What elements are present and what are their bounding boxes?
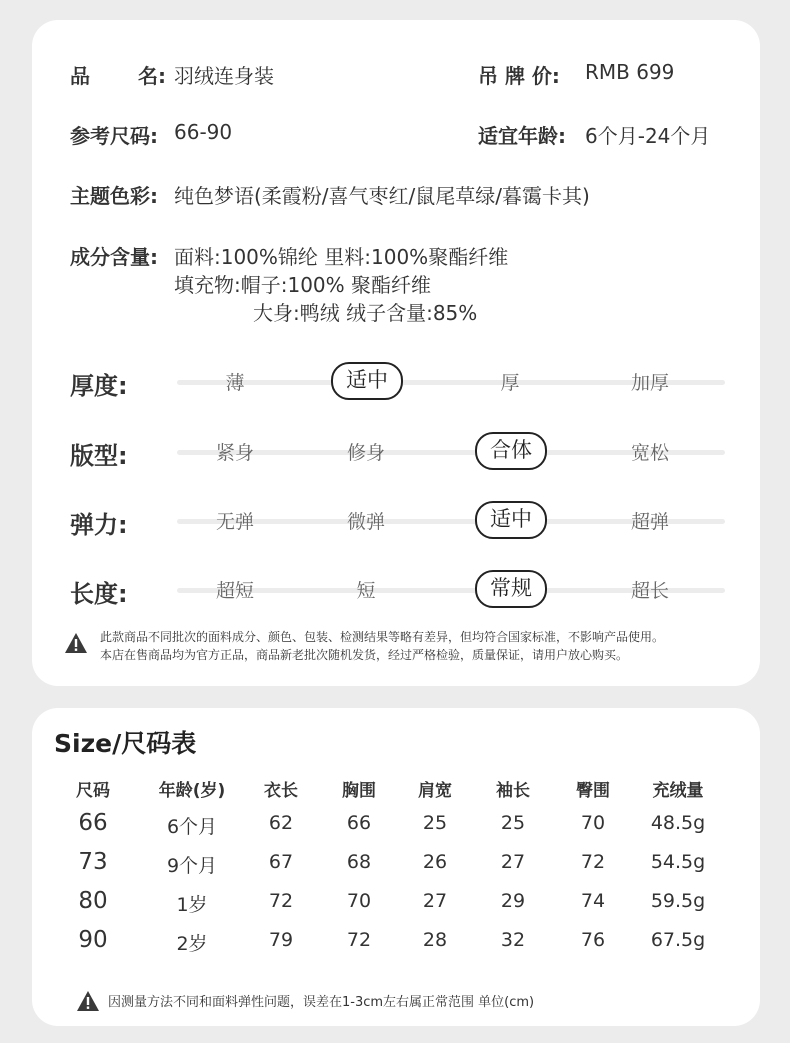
table-cell: 70 — [346, 890, 372, 912]
rating-row-elasticity — [32, 501, 760, 541]
table-cell: 66 — [346, 812, 372, 834]
table-cell: 68 — [346, 851, 372, 873]
table-cell: 32 — [500, 929, 526, 951]
table-header-cell: 臀围 — [576, 781, 610, 801]
material-line-3: 大身:鸭绒 绒子含量:85% — [253, 301, 478, 325]
table-header-cell: 衣长 — [264, 781, 298, 801]
table-cell: 27 — [500, 851, 526, 873]
material-line-2: 填充物:帽子:100% 聚酯纤维 — [174, 273, 432, 297]
age-value: 6个月-24个月 — [585, 124, 711, 148]
table-cell: 48.5g — [650, 812, 706, 834]
table-cell: 28 — [422, 929, 448, 951]
rating-option: 超短 — [215, 580, 254, 602]
table-header-cell: 尺码 — [76, 781, 110, 801]
rating-option: 修身 — [346, 442, 385, 464]
rating-label: 版型: — [70, 442, 128, 470]
table-cell: 1岁 — [176, 894, 208, 916]
size-range-value: 66-90 — [174, 120, 233, 144]
table-header-cell: 充绒量 — [652, 781, 704, 801]
rating-option: 微弹 — [346, 511, 385, 533]
table-cell: 6个月 — [166, 816, 218, 838]
table-cell: 72 — [268, 890, 294, 912]
warning-icon — [76, 990, 100, 1012]
rating-option: 加厚 — [630, 372, 669, 394]
rating-option: 宽松 — [630, 442, 669, 464]
rating-option: 厚 — [500, 372, 520, 394]
rating-option-selected: 常规 — [475, 570, 547, 608]
product-info-card — [32, 20, 760, 686]
rating-label: 长度: — [70, 580, 128, 608]
table-cell: 90 — [78, 927, 108, 953]
table-cell: 25 — [500, 812, 526, 834]
rating-option: 超弹 — [630, 511, 669, 533]
table-cell: 80 — [78, 888, 108, 914]
size-chart-card — [32, 708, 760, 1026]
size-range-label: 参考尺码: — [70, 124, 158, 148]
table-cell: 25 — [422, 812, 448, 834]
table-cell: 54.5g — [650, 851, 706, 873]
size-chart-title: Size/尺码表 — [54, 729, 197, 758]
rating-option-selected: 适中 — [331, 362, 403, 400]
size-footnote: 因测量方法不同和面料弹性问题，误差在1-3cm左右属正常范围 单位(cm) — [108, 995, 535, 1010]
table-cell: 59.5g — [650, 890, 706, 912]
price-label: 吊 牌 价: — [478, 64, 560, 88]
product-name-value: 羽绒连身装 — [174, 64, 274, 88]
color-value: 纯色梦语(柔霞粉/喜气枣红/鼠尾草绿/暮霭卡其) — [174, 184, 590, 208]
table-cell: 9个月 — [166, 855, 218, 877]
table-cell: 62 — [268, 812, 294, 834]
table-cell: 26 — [422, 851, 448, 873]
table-header-cell: 年龄(岁) — [158, 781, 226, 801]
table-cell: 73 — [78, 849, 108, 875]
rating-row-fit — [32, 432, 760, 472]
rating-label: 弹力: — [70, 511, 128, 539]
notice-line-2: 本店在售商品均为官方正品，商品新老批次随机发货，经过严格检验，质量保证，请用户放心购买。 — [100, 648, 629, 662]
rating-option: 短 — [356, 580, 376, 602]
warning-icon — [64, 632, 88, 654]
price-value: RMB 699 — [585, 60, 675, 84]
rating-option: 超长 — [630, 580, 669, 602]
table-cell: 2岁 — [176, 933, 208, 955]
table-cell: 76 — [580, 929, 606, 951]
notice-line-1: 此款商品不同批次的面料成分、颜色、包装、检测结果等略有差异，但均符合国家标准，不影响产品使用。 — [100, 630, 665, 644]
product-name-label-a: 品 — [70, 64, 90, 88]
table-cell: 67.5g — [650, 929, 706, 951]
age-label: 适宜年龄: — [478, 124, 566, 148]
material-line-1: 面料:100%锦纶 里料:100%聚酯纤维 — [174, 245, 509, 269]
table-cell: 29 — [500, 890, 526, 912]
table-cell: 79 — [268, 929, 294, 951]
product-name-label-b: 名: — [138, 64, 166, 88]
rating-row-thickness — [32, 362, 760, 402]
rating-option-selected: 适中 — [475, 501, 547, 539]
rating-label: 厚度: — [70, 372, 128, 400]
table-cell: 72 — [346, 929, 372, 951]
rating-option: 紧身 — [215, 442, 254, 464]
rating-row-length — [32, 570, 760, 610]
material-label: 成分含量: — [70, 245, 158, 269]
rating-option: 薄 — [225, 372, 245, 394]
table-cell: 67 — [268, 851, 294, 873]
table-header-cell: 肩宽 — [418, 781, 452, 801]
table-cell: 74 — [580, 890, 606, 912]
rating-option-selected: 合体 — [475, 432, 547, 470]
table-cell: 72 — [580, 851, 606, 873]
table-cell: 70 — [580, 812, 606, 834]
table-header-cell: 袖长 — [496, 781, 530, 801]
color-label: 主题色彩: — [70, 184, 158, 208]
table-header-cell: 胸围 — [342, 781, 376, 801]
table-cell: 27 — [422, 890, 448, 912]
rating-option: 无弹 — [215, 511, 254, 533]
table-cell: 66 — [78, 810, 108, 836]
